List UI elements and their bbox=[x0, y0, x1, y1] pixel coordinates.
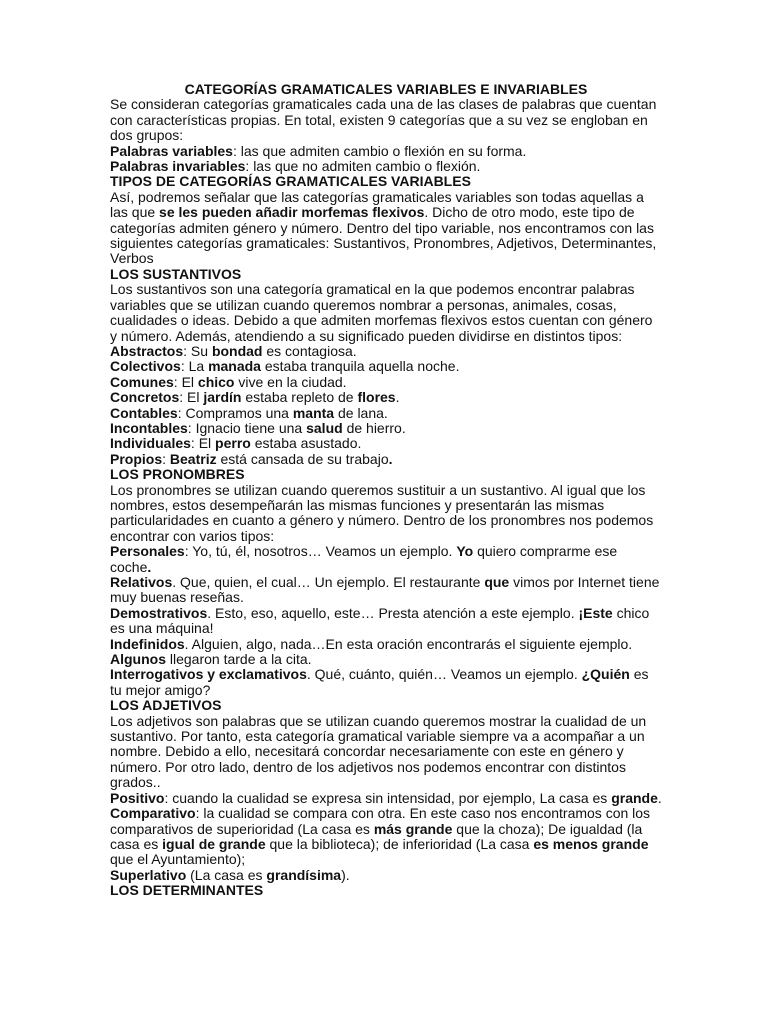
item-example: grande bbox=[611, 789, 658, 806]
sustantivo-item bbox=[110, 452, 662, 467]
tipos-bold: se les pueden añadir morfemas flexivos bbox=[159, 204, 425, 221]
item-term: Comparativo bbox=[110, 805, 196, 822]
item-example: más grande bbox=[373, 820, 453, 837]
variables-definition bbox=[110, 144, 662, 159]
invariables-definition bbox=[110, 159, 662, 174]
item-text: . Que, quien, el cual… Un ejemplo. El restaurante bbox=[172, 574, 485, 590]
item-example: Beatriz bbox=[169, 450, 217, 467]
item-example: Algunos bbox=[110, 651, 166, 668]
variables-text: : las que admiten cambio o flexión en su forma. bbox=[232, 142, 527, 159]
pronombres-paragraph: Los pronombres se utilizan cuando queremos sustituir a un sustantivo. Al igual que los nombres, estos desempeñarán las mismas funciones y presentarán las mismas particularidades en cuanto a género y número. Dentro de los pronombres nos podemos encontrar con varios tipos: bbox=[110, 481, 654, 544]
item-example: . bbox=[388, 450, 393, 467]
tipos-text-2: . Dicho de otro modo, este tipo de categorías admiten género y número. Dentro del tipo variable, nos encontramos con las siguientes categorías gramaticales: Sustantivos, Pronombres, Adjetivos, Determinantes, Verbos bbox=[110, 204, 657, 267]
item-term: Relativos bbox=[110, 574, 173, 590]
pronombre-demostrativos bbox=[110, 606, 662, 637]
item-example: salud bbox=[306, 419, 343, 436]
item-text: que el Ayuntamiento); bbox=[110, 851, 246, 868]
document-page bbox=[110, 82, 662, 899]
sustantivos-paragraph: Los sustantivos son una categoría gramatical en la que podemos encontrar palabras variables que se utilizan cuando queremos nombrar a personas, animales, cosas, cualidades o ideas. Debido a que admiten morfemas flexivos estos cuentan con género y número. Además, atendiendo a su significado pueden dividirse en distintos tipos: bbox=[110, 281, 653, 344]
item-text: : la cualidad se compara con otra. En este caso nos encontramos con los comparativos de superioridad (La casa es bbox=[110, 805, 651, 837]
item-text: de lana. bbox=[334, 404, 388, 421]
item-text: que la biblioteca); de inferioridad (La casa bbox=[265, 835, 534, 852]
item-term: Abstractos bbox=[110, 342, 184, 359]
item-text: (La casa es bbox=[186, 866, 267, 883]
item-example: chico bbox=[197, 373, 235, 390]
pronombres-heading: LOS PRONOMBRES bbox=[110, 466, 245, 483]
item-example: perro bbox=[215, 435, 251, 452]
item-text: estaba repleto de bbox=[241, 389, 358, 406]
item-text: vimos por Internet tiene muy buenas reseñas. bbox=[110, 574, 660, 606]
item-text: : Ignacio tiene una bbox=[187, 419, 307, 436]
item-text: ). bbox=[341, 866, 350, 883]
item-term: Concretos bbox=[110, 389, 180, 406]
item-term: Personales bbox=[110, 543, 185, 560]
item-text: de hierro. bbox=[342, 419, 406, 436]
item-text: es tu mejor amigo? bbox=[110, 666, 649, 698]
item-term: Positivo bbox=[110, 789, 165, 806]
item-example: manta bbox=[292, 404, 335, 421]
item-term: Indefinidos bbox=[110, 635, 185, 652]
item-text: : bbox=[162, 450, 170, 467]
item-text: es contagiosa. bbox=[262, 342, 357, 359]
document-title: CATEGORÍAS GRAMATICALES VARIABLES E INVARIABLES bbox=[184, 81, 588, 97]
pronombre-personales bbox=[110, 544, 662, 575]
adjetivos-heading: LOS ADJETIVOS bbox=[110, 697, 222, 714]
adjetivos-paragraph: Los adjetivos son palabras que se utilizan cuando queremos mostrar la cualidad de un sustantivo. Por tanto, esta categoría gramatical variable siempre va a acompañar a un nombre. Debido a ello, necesitará concordar necesariamente con este en género y número. Por otro lado, dentro de los adjetivos nos podemos encontrar con distintos grados.. bbox=[110, 712, 647, 791]
adjetivo-superlativo bbox=[110, 868, 662, 883]
item-text: . Qué, cuánto, quién… Veamos un ejemplo. bbox=[306, 666, 582, 683]
sustantivo-item bbox=[110, 436, 662, 451]
item-text: : El bbox=[173, 373, 198, 390]
item-text: : La bbox=[180, 358, 209, 375]
item-text: . Esto, eso, aquello, este… Presta atención a este ejemplo. bbox=[207, 604, 579, 621]
item-term: Individuales bbox=[110, 435, 191, 452]
item-text: : El bbox=[179, 389, 204, 406]
item-term: Demostrativos bbox=[110, 604, 208, 621]
item-example: Yo bbox=[456, 543, 474, 560]
pronombre-interrogativos bbox=[110, 667, 662, 698]
item-example: ¿Quién bbox=[581, 666, 630, 683]
item-text: : El bbox=[190, 435, 216, 452]
pronombre-relativos bbox=[110, 575, 662, 606]
sustantivo-item bbox=[110, 406, 662, 421]
adjetivo-positivo bbox=[110, 791, 662, 806]
item-example: manada bbox=[208, 358, 261, 375]
item-text: chico es una máquina! bbox=[110, 604, 650, 637]
item-example: flores bbox=[357, 389, 396, 406]
item-text: : Compramos una bbox=[177, 404, 293, 421]
tipos-paragraph bbox=[110, 190, 662, 267]
invariables-text: : las que no admiten cambio o flexión. bbox=[245, 158, 481, 175]
variables-term: Palabras variables bbox=[110, 142, 233, 159]
sustantivos-list bbox=[110, 344, 662, 467]
item-example: ¡Este bbox=[578, 604, 613, 621]
item-term: Interrogativos y exclamativos bbox=[110, 666, 307, 683]
item-term: Superlativo bbox=[110, 866, 187, 883]
item-term: Contables bbox=[110, 404, 178, 421]
item-example: igual de grande bbox=[162, 835, 266, 852]
item-example: bondad bbox=[211, 342, 263, 359]
item-term: Colectivos bbox=[110, 358, 181, 375]
sustantivos-heading: LOS SUSTANTIVOS bbox=[110, 265, 242, 282]
item-text: estaba tranquila aquella noche. bbox=[260, 358, 460, 375]
pronombre-indefinidos-ejemplo bbox=[110, 652, 662, 667]
item-example: es menos grande bbox=[533, 835, 649, 852]
item-text: : cuando la cualidad se expresa sin intensidad, por ejemplo, La casa es bbox=[164, 789, 612, 806]
sustantivo-item bbox=[110, 344, 662, 359]
invariables-term: Palabras invariables bbox=[110, 158, 246, 175]
item-text: estaba asustado. bbox=[250, 435, 362, 452]
item-example: jardín bbox=[203, 389, 242, 406]
item-text: . Alguien, algo, nada…En esta oración encontrarás el siguiente ejemplo. bbox=[184, 635, 633, 652]
determinantes-heading: LOS DETERMINANTES bbox=[110, 882, 264, 899]
intro-paragraph: Se consideran categorías gramaticales cada una de las clases de palabras que cuentan con características propias. En total, existen 9 categorías que a su vez se engloban en dos grupos: bbox=[110, 96, 657, 144]
sustantivo-item bbox=[110, 359, 662, 374]
item-text: que la choza); De igualdad (la casa es bbox=[110, 820, 643, 852]
item-text: quiero comprarme ese coche bbox=[110, 543, 618, 575]
item-text: vive en la ciudad. bbox=[234, 373, 347, 390]
item-example: . bbox=[147, 558, 152, 575]
item-text: está cansada de su trabajo bbox=[216, 450, 389, 467]
sustantivo-item bbox=[110, 421, 662, 436]
sustantivo-item bbox=[110, 375, 662, 390]
item-text: . bbox=[657, 789, 662, 806]
pronombre-indefinidos bbox=[110, 637, 662, 652]
item-text: : Yo, tú, él, nosotros… Veamos un ejemplo. bbox=[184, 543, 457, 560]
item-text: llegaron tarde a la cita. bbox=[166, 651, 312, 668]
item-text: . bbox=[395, 389, 400, 406]
tipos-heading: TIPOS DE CATEGORÍAS GRAMATICALES VARIABLES bbox=[110, 173, 471, 190]
item-text: : Su bbox=[183, 342, 212, 359]
item-term: Incontables bbox=[110, 419, 188, 436]
sustantivo-item bbox=[110, 390, 662, 405]
item-term: Propios bbox=[110, 450, 163, 467]
adjetivo-comparativo bbox=[110, 806, 662, 868]
tipos-text-1: Así, podremos señalar que las categorías gramaticales variables son todas aquellas a las que bbox=[110, 188, 644, 221]
item-term: Comunes bbox=[110, 373, 174, 390]
item-example: que bbox=[484, 574, 510, 590]
item-example: grandísima bbox=[266, 866, 342, 883]
